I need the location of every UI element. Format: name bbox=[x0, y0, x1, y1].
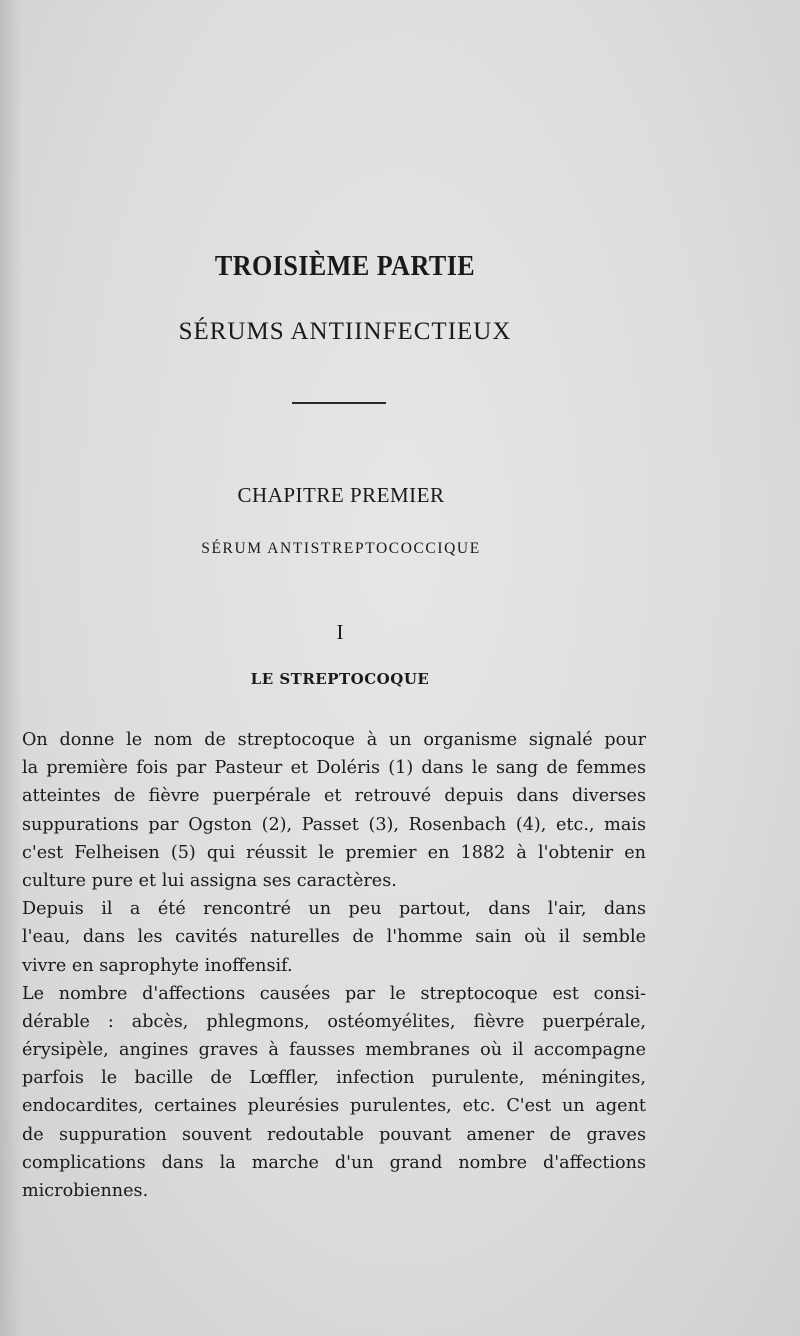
text-line: érysipèle, angines graves à fausses membranes où il accompagne bbox=[22, 1040, 646, 1061]
text-line: atteintes de fièvre puerpérale et retrouvé depuis dans diverses bbox=[22, 786, 646, 807]
text-line: culture pure et lui assigna ses caractères. bbox=[22, 870, 397, 891]
chapter-subtitle: SÉRUM ANTISTREPTOCOCCIQUE bbox=[201, 540, 481, 557]
paragraph-1 bbox=[22, 726, 646, 895]
paragraph-2 bbox=[22, 895, 646, 980]
section-numeral: I bbox=[336, 620, 344, 644]
text-line: Depuis il a été rencontré un peu partout, dans l'air, dans bbox=[22, 899, 646, 920]
text-line: dérable : abcès, phlegmons, ostéomyélites, fièvre puerpérale, bbox=[22, 1011, 646, 1032]
text-line: Le nombre d'affections causées par le streptocoque est consi- bbox=[22, 983, 646, 1004]
part-title: TROISIÈME PARTIE bbox=[214, 250, 476, 282]
text-line: parfois le bacille de Lœffler, infection purulente, méningites, bbox=[22, 1068, 646, 1089]
paragraph-3 bbox=[22, 980, 646, 1206]
body-text bbox=[22, 726, 646, 1205]
text-line: l'eau, dans les cavités naturelles de l'homme sain où il semble bbox=[22, 927, 646, 948]
text-line: de suppuration souvent redoutable pouvant amener de graves bbox=[22, 1124, 646, 1145]
chapter-title: CHAPITRE PREMIER bbox=[237, 483, 445, 507]
text-line: la première fois par Pasteur et Doléris (1) dans le sang de femmes bbox=[22, 758, 646, 779]
text-line: suppurations par Ogston (2), Passet (3), Rosenbach (4), etc., mais bbox=[22, 814, 646, 835]
text-line: endocardites, certaines pleurésies purulentes, etc. C'est un agent bbox=[22, 1096, 646, 1117]
section-title: LE STREPTOCOQUE bbox=[250, 670, 430, 688]
page-edge-shadow bbox=[0, 0, 22, 1336]
part-subtitle: SÉRUMS ANTIINFECTIEUX bbox=[178, 318, 512, 345]
text-line: c'est Felheisen (5) qui réussit le premier en 1882 à l'obtenir en bbox=[22, 842, 646, 863]
text-line: On donne le nom de streptocoque à un organisme signalé pour bbox=[22, 730, 646, 750]
divider-rule bbox=[292, 402, 386, 404]
text-line: vivre en saprophyte inoffensif. bbox=[22, 955, 293, 976]
text-line: microbiennes. bbox=[22, 1181, 149, 1201]
text-line: complications dans la marche d'un grand nombre d'affections bbox=[22, 1152, 646, 1173]
